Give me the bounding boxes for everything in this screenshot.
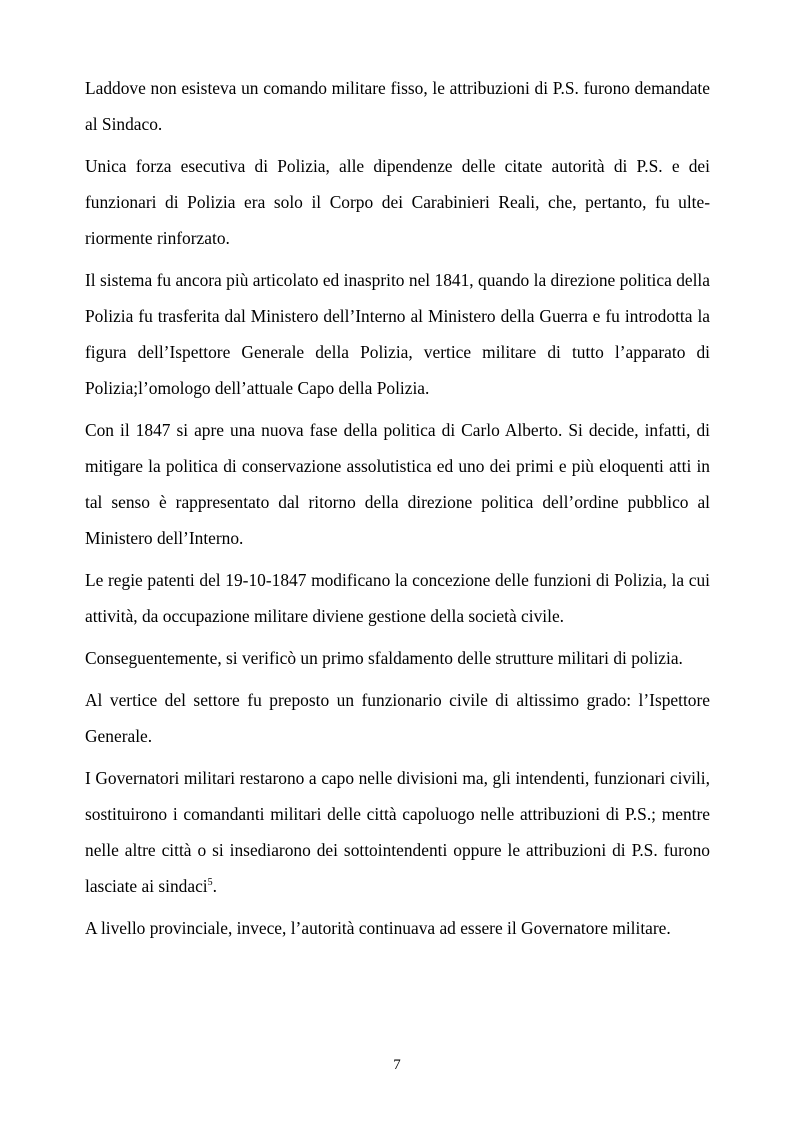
page-number: 7 bbox=[393, 1057, 401, 1073]
paragraph-8 bbox=[85, 760, 710, 904]
paragraph-3: Il sistema fu ancora più articolato ed inasprito nel 1841, quando la direzione politica della Polizia fu trasferita dal Ministero dell’Interno al Ministero della Guerra e fu introdotta la figura dell’Ispettore Generale della Polizia, vertice militare di tutto l’apparato di Polizia;l’omologo dell’attuale Capo della Polizia. bbox=[85, 270, 710, 398]
page-body bbox=[85, 70, 710, 952]
paragraph-8-tail: . bbox=[212, 876, 218, 896]
paragraph-8-text: I Governatori militari restarono a capo nelle divisioni ma, gli intendenti, funzionari civili, sostituirono i comandanti militari delle città capoluogo nelle attribuzioni di P.S.; mentre nelle altre città o si insediarono dei sottointendenti oppure le attribuzioni di P.S. furono lasciate ai sindaci bbox=[85, 768, 710, 896]
paragraph-5: Le regie patenti del 19-10-1847 modificano la concezione delle funzioni di Polizia, la cui attività, da occupazione militare diviene gestione della società civile. bbox=[85, 570, 710, 626]
paragraph-1: Laddove non esisteva un comando militare fisso, le attribuzioni di P.S. furono demandate al Sindaco. bbox=[85, 78, 710, 134]
paragraph-2: Unica forza esecutiva di Polizia, alle dipendenze delle citate autorità di P.S. e dei funzionari di Polizia era solo il Corpo dei Carabinieri Reali, che, pertanto, fu ulteriormente rinforzato. bbox=[85, 156, 710, 248]
paragraph-6: Conseguentemente, si verificò un primo sfaldamento delle strutture militari di polizia. bbox=[85, 648, 683, 668]
paragraph-9: A livello provinciale, invece, l’autorità continuava ad essere il Governatore militare. bbox=[85, 918, 671, 938]
footnote-reference[interactable]: 5 bbox=[207, 877, 213, 888]
paragraph-7: Al vertice del settore fu preposto un funzionario civile di altissimo grado: l’Ispettore Generale. bbox=[85, 690, 710, 746]
paragraph-4: Con il 1847 si apre una nuova fase della politica di Carlo Alberto. Si decide, infatti, di mitigare la politica di conservazione assolutistica ed uno dei primi e più eloquenti atti in tal senso è rappresentato dal ritorno della direzione politica dell’ordine pubblico al Ministero dell’Interno. bbox=[85, 420, 710, 548]
